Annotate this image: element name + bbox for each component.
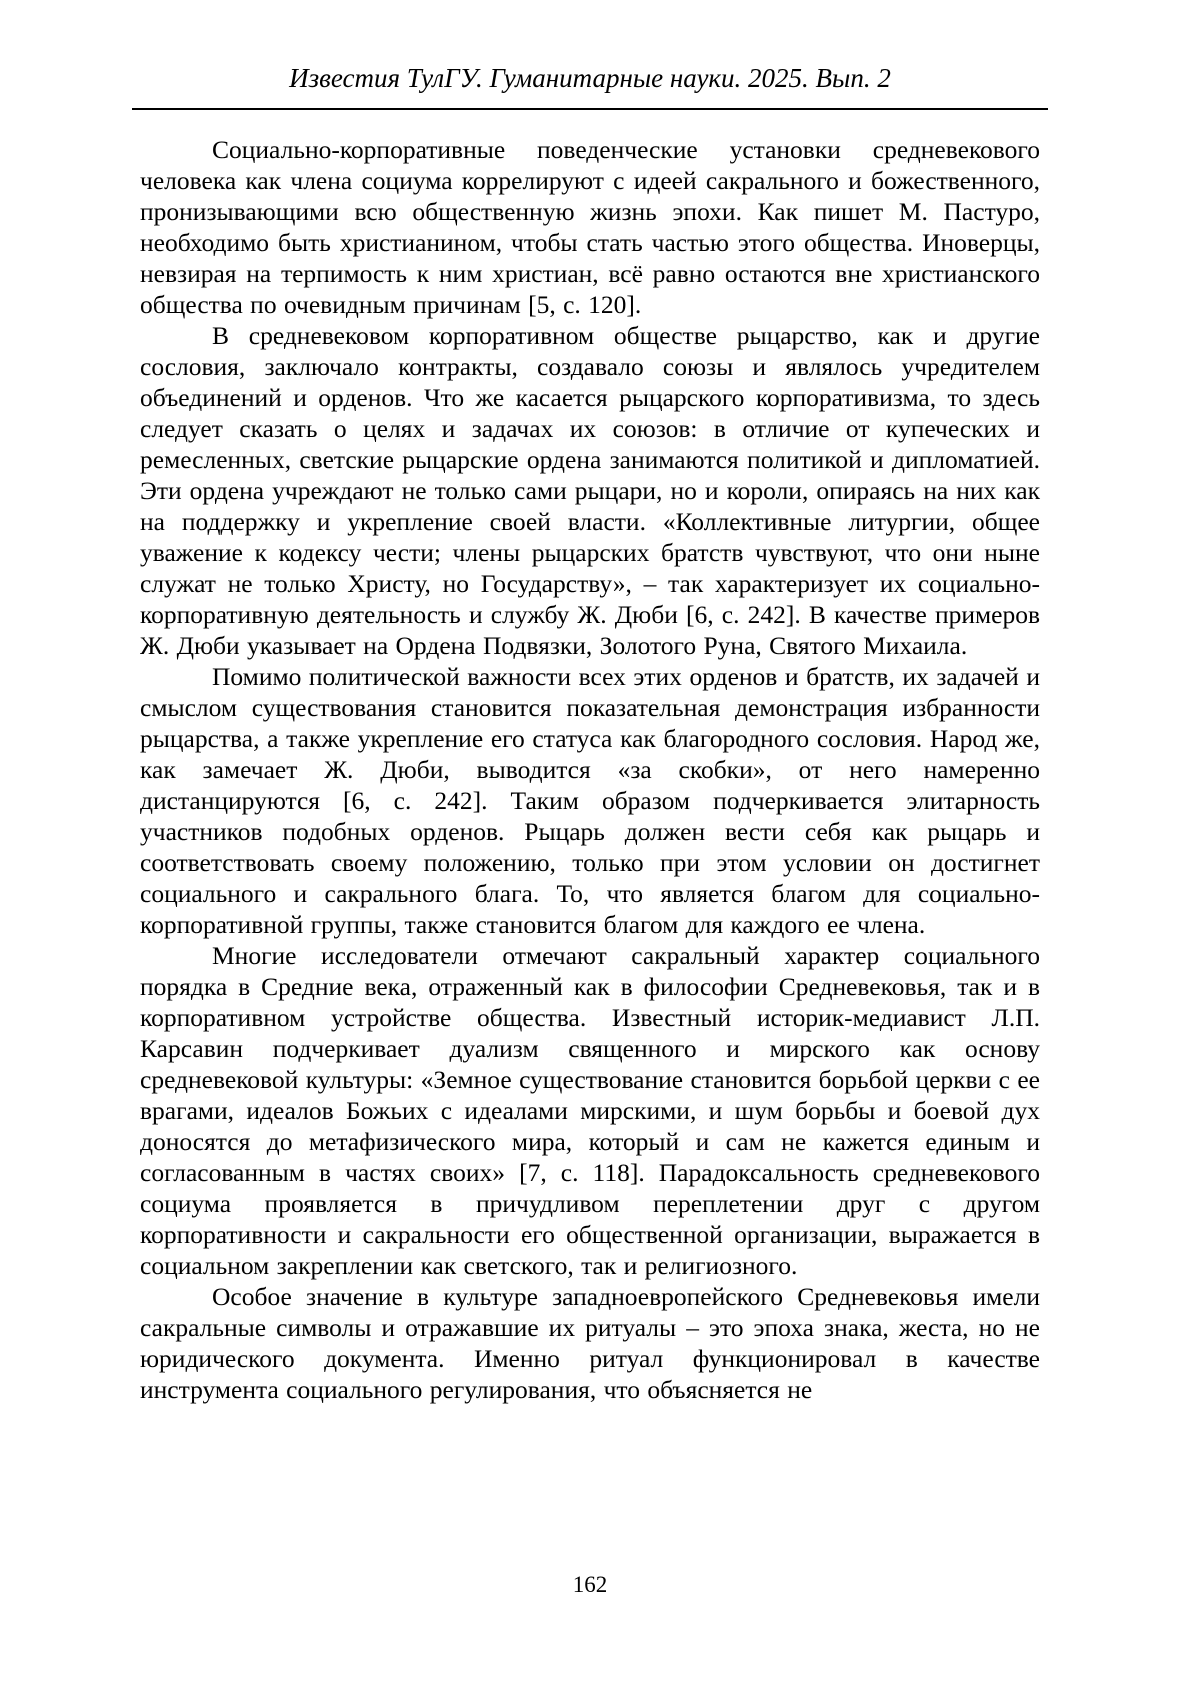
- journal-header-text: Известия ТулГУ. Гуманитарные науки. 2025. Вып. 2: [289, 63, 891, 93]
- paragraph: Социально-корпоративные поведенческие установки средневекового человека как члена социума коррелируют с идеей сакрального и божественного, пронизывающими всю общественную жизнь эпохи. Как пишет М. Пастуро, необходимо быть христианином, чтобы стать частью этого общества. Иноверцы, невзирая на терпимость к ним христиан, всё равно остаются вне христианского общества по очевидным причинам [5, с. 120].: [140, 135, 1040, 319]
- article-body: [140, 134, 1040, 1405]
- paragraph: Особое значение в культуре западноевропейского Средневековья имели сакральные символы и отражавшие их ритуалы – это эпоха знака, жеста, но не юридического документа. Именно ритуал функционировал в качестве инструмента социального регулирования, что объясняется не: [140, 1282, 1040, 1404]
- paragraph: Помимо политической важности всех этих орденов и братств, их задачей и смыслом существования становится показательная демонстрация избранности рыцарства, а также укрепление его статуса как благородного сословия. Народ же, как замечает Ж. Дюби, выводится «за скобки», от него намеренно дистанцируются [6, с. 242]. Таким образом подчеркивается элитарность участников подобных орденов. Рыцарь должен вести себя как рыцарь и соответствовать своему положению, только при этом условии он достигнет социального и сакрального блага. То, что является благом для социально-корпоративной группы, также становится благом для каждого ее члена.: [140, 662, 1040, 939]
- header-rule: [132, 108, 1048, 110]
- journal-header: [140, 62, 1040, 108]
- paragraph: Многие исследователи отмечают сакральный характер социального порядка в Средние века, отраженный как в философии Средневековья, так и в корпоративном устройстве общества. Известный историк-медиавист Л.П. Карсавин подчеркивает дуализм священного и мирского как основу средневековой культуры: «Земное существование становится борьбой церкви с ее врагами, идеалов Божьих с идеалами мирскими, и шум борьбы и боевой дух доносятся до метафизического мира, который и сам не кажется единым и согласованным в частях своих» [7, с. 118]. Парадоксальность средневекового социума проявляется в причудливом переплетении друг с другом корпоративности и сакральности его общественной организации, выражается в социальном закреплении как светского, так и религиозного.: [140, 941, 1040, 1280]
- paragraph: В средневековом корпоративном обществе рыцарство, как и другие сословия, заключало контракты, создавало союзы и являлось учредителем объединений и орденов. Что же касается рыцарского корпоративизма, то здесь следует сказать о целях и задачах их союзов: в отличие от купеческих и ремесленных, светские рыцарские ордена занимаются политикой и дипломатией. Эти ордена учреждают не только сами рыцари, но и короли, опираясь на них как на поддержку и укрепление своей власти. «Коллективные литургии, общее уважение к кодексу чести; члены рыцарских братств чувствуют, что они ныне служат не только Христу, но Государству», – так характеризует их социально-корпоративную деятельность и службу Ж. Дюби [6, с. 242]. В качестве примеров Ж. Дюби указывает на Ордена Подвязки, Золотого Руна, Святого Михаила.: [140, 321, 1040, 660]
- page-number: 162: [572, 1572, 608, 1597]
